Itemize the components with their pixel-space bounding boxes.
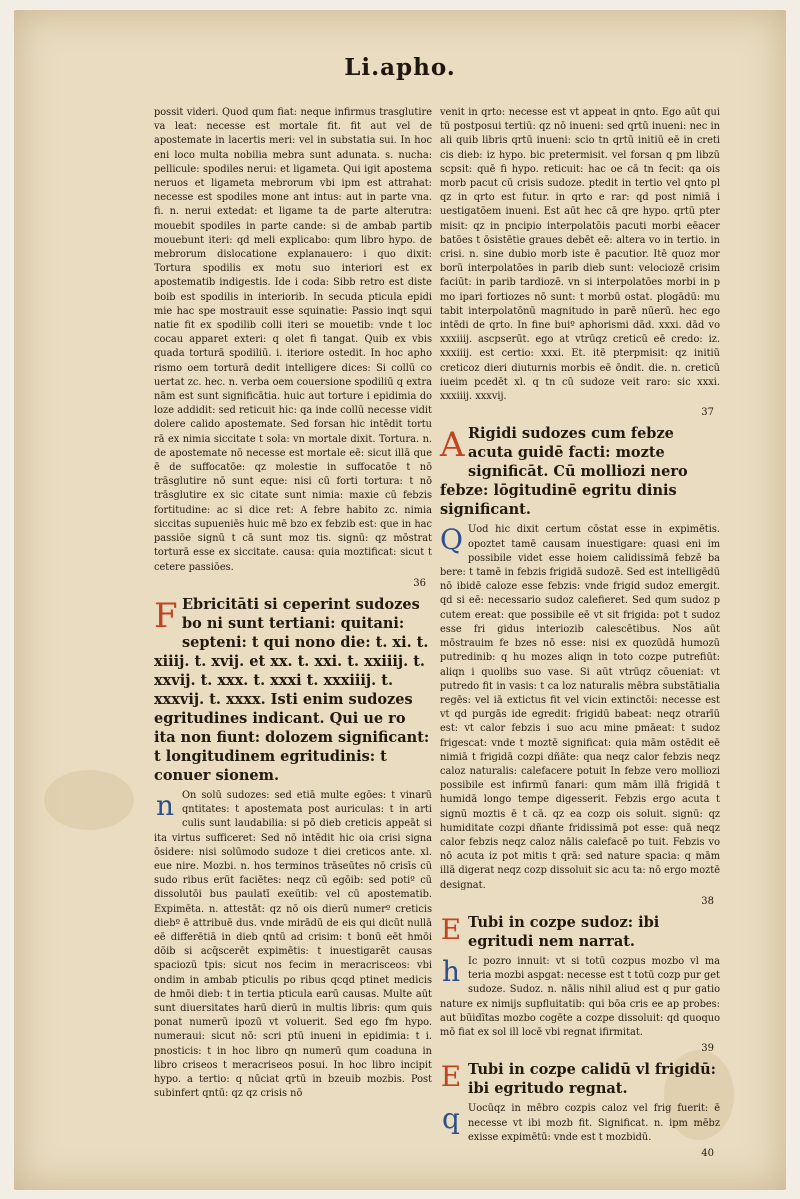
red-initial-letter: E xyxy=(440,1060,462,1094)
commentary-paragraph: Uod hic dixit certum cōstat esse in expimētis. opoztet tamē causam inuestigare: quasi eni im possibile videt esse hoiem calidissimā febzē ba bere: t tamē in febzis frigidā sudozē. Sed est intelligēdū nō ibidē caloze esse febzis: vnde frigid sudoz emergit. qd si eē: necessario sudoz calefieret. Sed qum sudoz p cutem ereat: que possibile eē vt sit frigida: pot t sudoz esse fri gidus interiozib calescētibus. Nos aūt mōstrauim fe bzes nō esse: nisi ex quozūdā humozū putredinib: q hu mozes aliqn in toto cozpe putrefiūt: aliqn i quolibs suo vase. Si aūt vtrūqz cōueniat: vt putredo fit in vasis: t ca loz naturalis mēbra substātialia regēs: vel iā extictus fit vel vicin extinctōi: necesse est vt qd purgās ide egredit: frigidū babeat: neqz otrarīū est: vt calor febzis i suo acu mine pmāeat: t sudoz frigescat: vnde t moztē significat: quia mām ostēdit eē nimiā t frigidā cozpi dñāte: qua neqz calor febzis neqz caloz naturalis: calefacere potuit In febze vero molliozi possibile est infirmū fanari: qum mām illā frigidā t humidā longo tempe digesserit. Febzis ergo acuta t signū moztis ē t cā. qz ea cozp ois soluit. signū: qz humiditate cozpi dñante fridissimā pot esse: quā neqz calor febzis neqz caloz nālis calefacē po tuit. Febzis vo nō acuta iz pot mitis t qrā: sed nature spacia: q mām illā digerat neqz cozp dissoluit sic acu ta: nō ergo moztē designat. xyxy=(440,524,720,891)
commentary-paragraph: On solū sudozes: sed etiā multe egōes: t vinarū qntitates: t apostemata post auriculas: t in arti culis sunt laudabilia: si pō dieb creticis appeāt si ita virtus sufficeret: Sed nō intēdit hic oia crisi signa ōsidere: nisi solūmodo sudoze t diei creticos ante. xl. eue nire. Mozbi. n. hos terminos trāseūtes nō crisīs cū sudo ribus erūt faciētes: neqz cū egōib: sed potiº cū dissolutōi bus paulatī exeūtib: vel cū apostematib. Expimēta. n. attestāt: qz nō ois dierū numerº creticis diebº ē attribuē dus. vnde mirādū de eis qui dicūt nullā eē differētiā in dieb qntū ad crisim: t bonū eēt hmōi dōib si acq̄scerēt expimētis: t inuestigarēt causas spaciozū tpis: sicut nos fecim in meracrisceos: vbi ondim in ambab pticulis po ribus qcqd ptinet medicis de hmōi dieb: t in tertia pticula earū causas. Multe aūt sunt diuersitates harū dierū in multis libris: qum quis ponat numerū ipozū vt voluerit. Sed ego fm hypo. numeraui: sicut nō: scri ptū inueni in epidimia: t i. pnosticis: t in hoc libro qn numerū qum coaduna in libro criseos t meracriseos posui. In hoc libro incipit hypo. a tertio: q nūciat qrtū in bzeuib mozbis. Post subinfert qntū: qz qz crisis nō xyxy=(154,789,432,1100)
commentary-paragraph: Uocūqz in mēbro cozpis caloz vel frig fuerit: ē necesse vt ibi mozb fit. Significat. n. ipm mēbz exisse expimētū: vnde est t mozbidū. xyxy=(468,1103,720,1143)
blue-initial-letter: n xyxy=(155,788,175,822)
aphorism-text: Tubi in cozpe calidū vl frigidū: ibi egritudo regnat. xyxy=(468,1061,716,1098)
aphorism-number: 37 xyxy=(701,407,714,419)
red-initial-letter: F xyxy=(154,595,178,636)
aphorism-number: 38 xyxy=(701,895,714,907)
commentary-paragraph: possit videri. Quod qum fiat: neque infirmus trasglutire va leat: necesse est mortale fit. fit aut vel de apostemate in lacertis meri: vel in substatia sui. In hoc eni loco multa nobilia mebra sunt adunata. s. nucha: pellicule: spodiles nerui: et ligameta. Qui igit apostema neruos et ligameta mebrorum vbi ipm est attrahat: necesse est spodiles mone ant intus: aut in parte vna. fi. n. nerui extedat: et ligame ta de parte alterutra: mouebit spodiles in parte cande: si de ambab partib mouebunt iteri: qd meli explicabo: qum libro hypo. de mebrorum dislocatione explanauero: i quo dixit: Tortura spodilis ex motu suo interiori est ex apostematib indigestis. Ide i coda: Sibb retro est diste boib est spodilis in interiorib. In secuda pticula epidi mie hac spe mostrauit esse squinatie: Passio inqt squi natie fit ex spodilib colli iteri se mouetib: vnde t loc cocau apparet exteri: q olet fi tangat. Quib ex vbis quada torturā spodiliū. i. iteriore ostedit. In hoc apho rismo oem torturā dedit intelligere dices: Si collū co uertat zc. hec. n. verba oem couersione spodiliū q extra nām est sunt significātia. huic aut torture i epidimia do loze addidit: sed reticuit hic: qa inde collū necesse vidit dolere calido apostemate. Sed forsan hic intēdit tortu rā ex nimia siccitate t sola: vn mortale dixit. Tortura. n. de apostemate nō necesse est mortale eē: sicut illā que ē de suffocatōe: qz molestie in suffocatōe t nō trāsglutire nō sunt eque: nisi cū forti tortura: t nō trāsglutire ex sic citate sunt nimia: maxie cū febzis fortitudine: ac si dice ret: A febre habito zc. nimia siccitas supueniēs huic mē bzo ex febzib est: que in hac passiōe signū t cā sunt moz tis. signū: qz mōstrat torturā esse ex siccitate. causa: quia moztificat: sicut t cetere passiōes. xyxy=(154,107,432,573)
blue-initial-letter: h xyxy=(441,954,461,988)
blue-initial-letter: Q xyxy=(440,523,463,557)
commentary-paragraph: venit in qrto: necesse est vt appeat in qnto. Ego aūt qui tū postposui tertiū: qz nō inueni: sed qrtū inueni: nec in ali quib libris qrtū inueni: scio tn qrtū initiū eē in creti cis dieb: iz hypo. bic pretermisit. vel forsan q pm libzū scpsit: quē fi hypo. reticuit: hac oe cā tn fecit: qa ois morb pacut cū crisis sudoze. ptedit in tertio vel qnto pl qz in qrto est futur. in qrto e rar: qd post nimiā i uestigatōem inueni. Est aūt hec cā qre hypo. qrtū pter misit: qz in pncipio interpolatōis pacuti morbi eēacer batōes t ōsistētie graues debēt eē: altera vo in tertio. in crisi. n. sine dubio morb iste ē pacutior. Itē quoz mor borū interpolatōes in parib dieb sunt: velociozē crisim faciūt: in parib tardiozē. vn si interpolatōes morbi in p mo ipari fortiozes nō sunt: t morbū ostat. plogādū: mu tabit interpolatōnū magnitudo in parē nūerū. hec ego intēdi de qrto. In fine buiº aphorismi dād. xxxi. dād vo xxxiiij. ascpserūt. ego at vtrūqz creticū eē credo: iz. xxxiiij. est certio: xxxi. Et. itē pterpmisit: qz initiū creticoz dieri diuturnis morbis eē ōndit. die. n. creticū iueim pcedēt xl. q tn cū sudoze veit raro: sic xxxi. xxxiiij. xxxvij. xyxy=(440,107,720,403)
aphorism-number: 36 xyxy=(413,577,426,589)
aphorism-text: Tubi in cozpe sudoz: ibi egritudi nem narrat. xyxy=(468,913,660,950)
blue-initial-letter: q xyxy=(442,1102,460,1136)
commentary-paragraph: Ic pozro innuit: vt si totū cozpus mozbo vl ma teria mozbi aspgat: necesse est t totū cozp pur get sudoze. Sudoz. n. nālis nihil aliud est q pur gatio nature ex nimijs supfluitatib: qui bōa cris ee ap probes: aut būidītas mozbo cogēte a cozpe dissoluit: qd quoquo mō fiat ex sol ill locē vbi regnat ifirmitat. xyxy=(440,955,720,1038)
red-initial-letter: A xyxy=(440,425,465,466)
manuscript-page xyxy=(14,10,786,1190)
aphorism-number: 39 xyxy=(701,1043,714,1055)
aphorism-number: 40 xyxy=(701,1147,714,1159)
aphorism-text: Ebricitāti si ceperint sudozes bo ni sunt tertiani: quitani: septeni: t qui nono die: t. xi. t. xiiij. t. xvij. et xx. t. xxi. t. xxiiij. t. xxvij. t. xxx. t. xxxi t. xxxiiij. t. xxxvij. t. xxxx. Isti enim sudozes egritudines indicant. Qui ue ro ita non fiunt: dolozem significant: t longitudinem egritudinis: t conuer sionem. xyxy=(154,595,430,784)
paper-stain xyxy=(44,770,134,830)
page-header: Li.apho. xyxy=(344,54,456,81)
aphorism-text: Rigidi sudozes cum febze acuta guidē facti: mozte significāt. Cū molliozi nero febze: lōgitudinē egritu dinis significant. xyxy=(440,425,688,519)
left-column xyxy=(154,106,432,1103)
red-initial-letter: E xyxy=(440,912,462,946)
right-column xyxy=(440,106,720,1165)
